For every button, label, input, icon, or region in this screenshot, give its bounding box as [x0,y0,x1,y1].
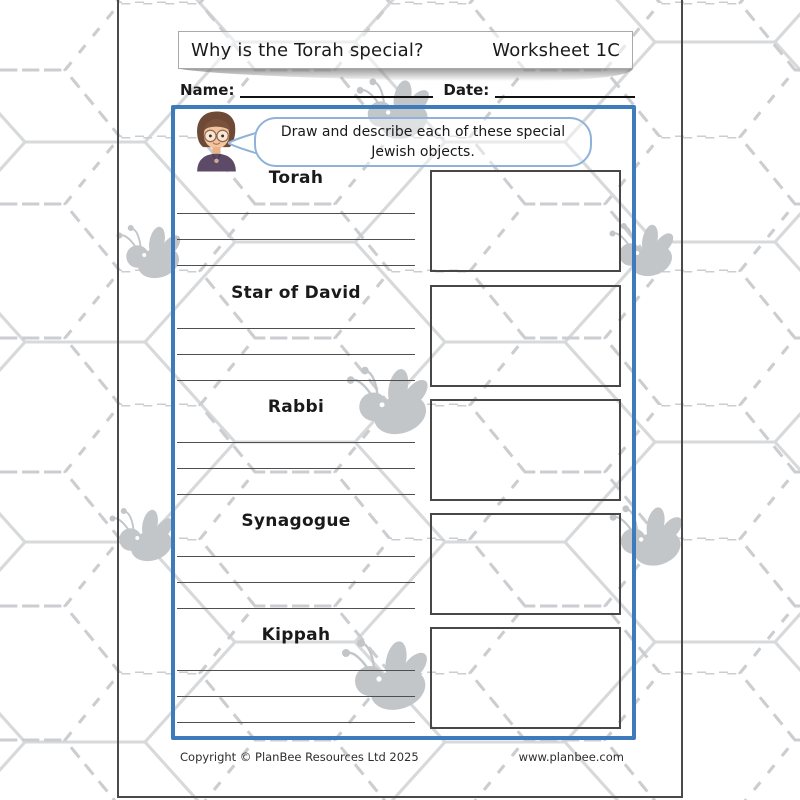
writing-line[interactable] [177,354,415,355]
copyright-text: Copyright © PlanBee Resources Ltd 2025 [180,750,419,764]
section-label: Rabbi [267,397,325,417]
instruction-text: Draw and describe each of these special Jewish objects. [280,123,566,160]
instruction-bubble [254,117,592,167]
name-date-row [180,78,635,98]
writing-line[interactable] [177,556,415,557]
drawing-box[interactable] [430,513,621,615]
section-label: Synagogue [241,511,351,531]
writing-line[interactable] [177,582,415,583]
writing-line[interactable] [177,328,415,329]
drawing-box[interactable] [430,627,621,729]
section-rabbi [175,397,632,504]
writing-line[interactable] [177,494,415,495]
date-input-line[interactable] [495,82,635,98]
writing-line[interactable] [177,670,415,671]
writing-line[interactable] [177,380,415,381]
drawing-box[interactable] [430,170,621,272]
writing-line[interactable] [177,468,415,469]
writing-line[interactable] [177,442,415,443]
section-star-of-david [175,283,632,390]
name-input-line[interactable] [240,82,433,98]
section-label: Torah [268,168,324,188]
writing-line[interactable] [177,608,415,609]
activity-frame [171,105,636,740]
writing-line[interactable] [177,722,415,723]
speech-bubble-tail [228,130,256,156]
writing-line[interactable] [177,239,415,240]
drawing-box[interactable] [430,399,621,501]
writing-line[interactable] [177,265,415,266]
section-synagogue [175,511,632,618]
date-label: Date: [443,81,490,99]
name-label: Name: [180,81,235,99]
drawing-box[interactable] [430,285,621,387]
worksheet-page [117,0,683,798]
section-label: Kippah [261,625,331,645]
section-torah [175,168,632,275]
worksheet-header [178,31,633,69]
writing-line[interactable] [177,213,415,214]
worksheet-number: Worksheet 1C [492,39,620,61]
website-link[interactable]: www.planbee.com [518,750,624,764]
page-title: Why is the Torah special? [191,39,424,61]
section-kippah [175,625,632,732]
section-label: Star of David [231,283,361,303]
writing-line[interactable] [177,696,415,697]
footer [180,750,624,764]
